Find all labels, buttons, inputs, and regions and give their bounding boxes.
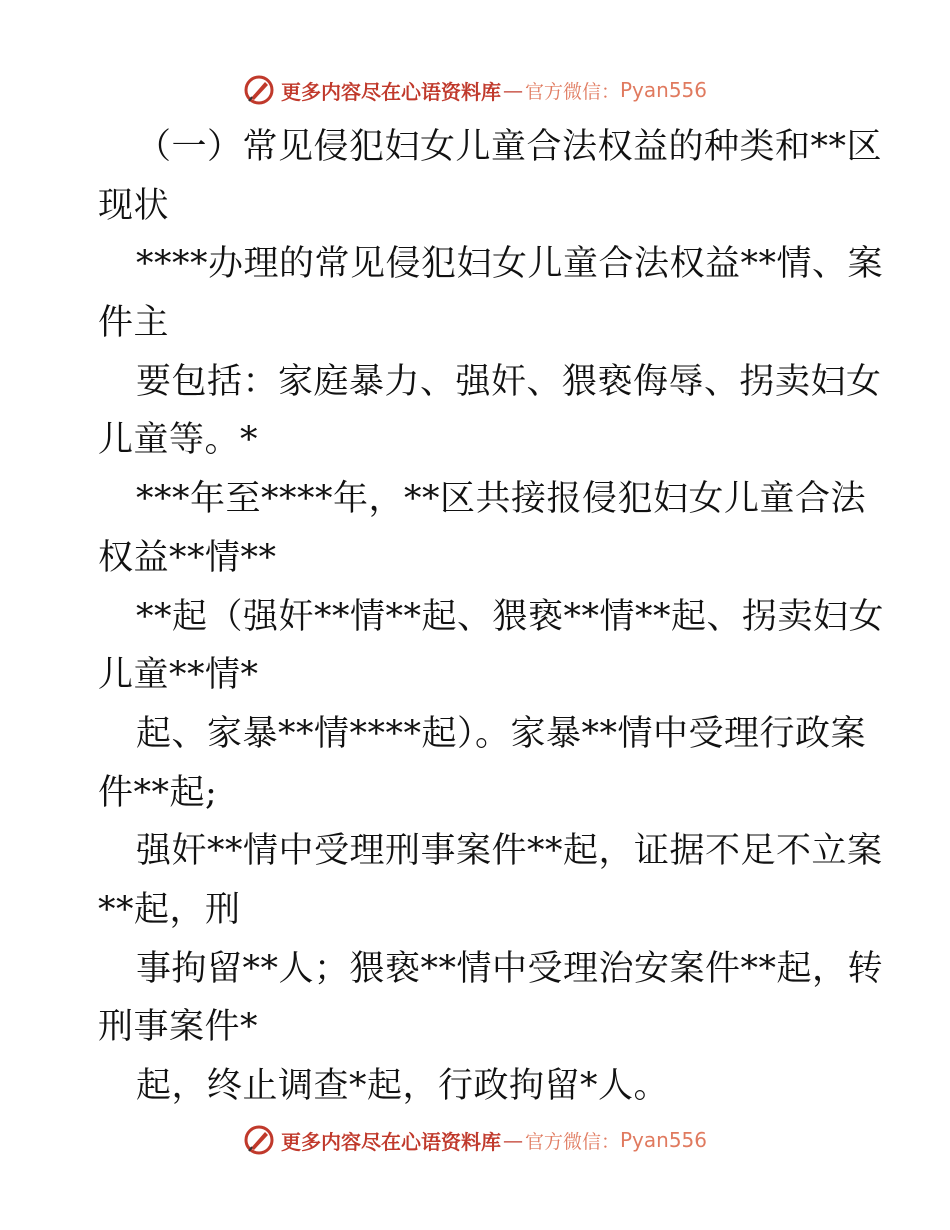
text-line: **起，刑	[98, 889, 241, 930]
quill-logo-icon	[243, 74, 275, 106]
watermark-separator: —	[502, 1128, 523, 1152]
text-line: 现状	[98, 185, 170, 226]
watermark-wechat-id: Pyan556	[620, 78, 708, 102]
text-line: 事拘留**人；猥亵**情中受理治安案件**起，转	[136, 948, 884, 989]
text-line: 起、家暴**情****起）。家暴**情中受理行政案	[136, 713, 867, 754]
watermark-main-text: 更多内容尽在心语资料库	[280, 79, 501, 104]
text-line: 儿童等。*	[98, 420, 259, 461]
watermark-wechat-id: Pyan556	[620, 1128, 708, 1152]
quill-logo-icon	[243, 1124, 275, 1156]
header-watermark	[0, 70, 950, 110]
watermark-main-text: 更多内容尽在心语资料库	[280, 1129, 501, 1154]
text-line: 刑事案件*	[98, 1007, 259, 1048]
text-line: ****办理的常见侵犯妇女儿童合法权益**情、案	[136, 244, 884, 285]
text-line: 儿童**情*	[98, 655, 259, 696]
text-line: 权益**情**	[98, 537, 277, 578]
watermark-separator: —	[502, 78, 523, 102]
text-line: 件主	[98, 303, 170, 344]
watermark-label: 官方微信：	[524, 80, 620, 103]
text-line: 起，终止调查*起，行政拘留*人。	[136, 1066, 670, 1106]
text-line: 要包括：家庭暴力、强奸、猥亵侮辱、拐卖妇女	[136, 361, 882, 402]
text-line: ***年至****年，**区共接报侵犯妇女儿童合法	[136, 479, 867, 520]
text-line: **起（强奸**情**起、猥亵**情**起、拐卖妇女	[136, 596, 885, 637]
watermark-label: 官方微信：	[524, 1130, 620, 1153]
text-line: 强奸**情中受理刑事案件**起，证据不足不立案	[136, 831, 883, 872]
document-body	[98, 118, 885, 1116]
footer-watermark	[0, 1120, 950, 1160]
text-line: （一）常见侵犯妇女儿童合法权益的种类和**区	[136, 127, 883, 167]
text-line: 件**起;	[98, 772, 218, 813]
